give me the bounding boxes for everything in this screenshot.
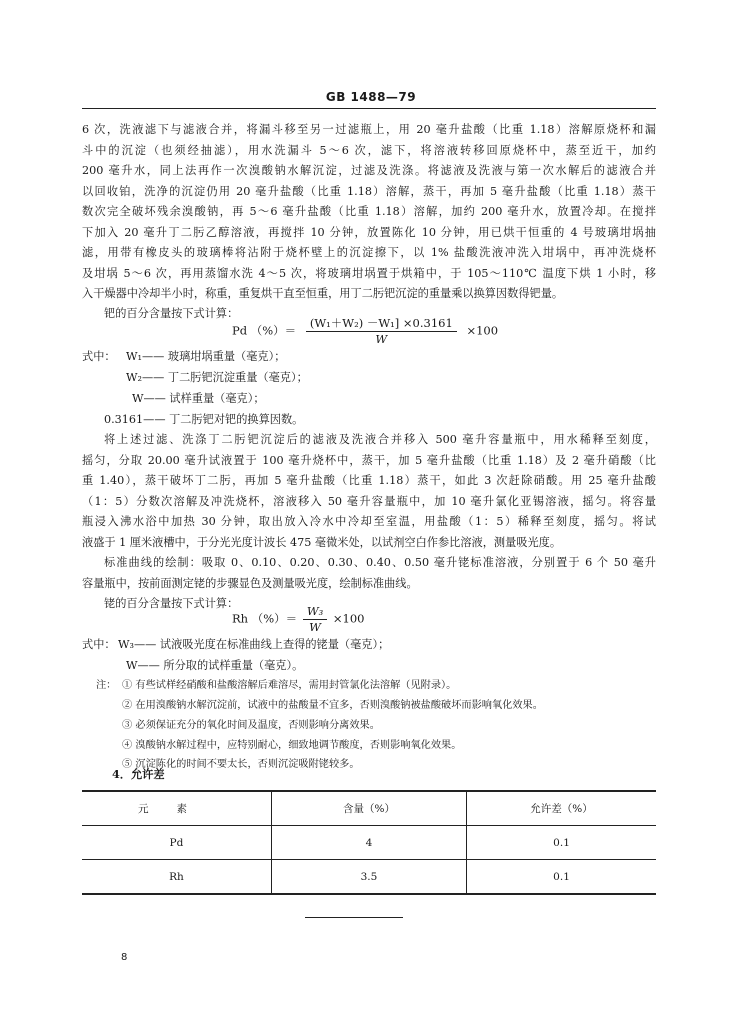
pd-formula-denominator: W (375, 332, 388, 346)
paragraph-line: 下加入 20 毫升丁二肟乙醇溶液，再搅拌 10 分钟，放置陈化 10 分钟，用已烘干恒重的 4 号玻璃坩埚抽 (82, 225, 656, 239)
procedure-paragraph-1 (82, 120, 656, 305)
header-rule (82, 108, 656, 109)
paragraph-line: 滤，用带有橡皮头的玻璃棒将沾附于烧杯壁上的沉淀擦下，以 1% 盐酸洗液冲洗入坩埚中，再冲洗烧杯 (82, 246, 656, 259)
paragraph-line: 数次完全破坏残余溴酸钠，再 5～6 毫升盐酸（比重 1.18）溶解，加约 200 毫升水，放置冷却。在搅拌 (82, 205, 656, 218)
table-header-element: 元素 (82, 791, 271, 826)
pd-formula-intro: 钯的百分含量按下式计算： (104, 307, 239, 320)
page-number: 8 (121, 952, 128, 963)
pd-var-w: W—— 试样重量（毫克）； (132, 392, 265, 405)
notes-label: 注： (96, 680, 117, 691)
rh-formula-fraction (303, 604, 327, 635)
rh-formula-multiplier: ×100 (332, 611, 365, 626)
paragraph-line: 摇匀，分取 20.00 毫升试液置于 100 毫升烧杯中，蒸干，加 5 毫升盐酸（比重 1.18）及 2 毫升硝酸（比 (82, 453, 656, 467)
table-header-row (82, 791, 656, 826)
paragraph-line: 200 毫升水，同上法再作一次溴酸钠水解沉淀，过滤及洗涤。将滤液及洗液与第一次水解后的滤液合并 (82, 164, 656, 177)
note-item: ② 在用溴酸钠水解沉淀前，试液中的盐酸量不宜多，否则溴酸钠被盐酸破坏而影响氧化效果。 (122, 700, 543, 711)
paragraph-line: （1：5）分数次溶解及冲洗烧杯，溶液移入 50 毫升容量瓶中，加 10 毫升氯化亚锡溶液，摇匀。将容量 (82, 494, 656, 508)
paragraph-line: 斗中的沉淀（也须经抽滤），用水洗漏斗 5～6 次，滤下，将溶液转移回原烧杯中，蒸至近干，加约 (82, 143, 656, 157)
standard-number-header: GB 1488—79 (325, 90, 417, 104)
procedure-paragraph-2 (82, 430, 656, 553)
rh-formula (232, 604, 365, 635)
pd-vars-intro: 式中： (82, 350, 116, 363)
paragraph-line: 标准曲线的绘制：吸取 0、0.10、0.20、0.30、0.40、0.50 毫升铑标准溶液，分别置于 6 个 50 毫升 (104, 556, 656, 569)
section-4-title: 4．允许差 (112, 767, 165, 781)
table-cell-content: 3.5 (271, 860, 466, 895)
pd-formula (232, 316, 498, 347)
paragraph-line: 及坩埚 5～6 次，再用蒸馏水洗 4～5 次，将玻璃坩埚置于烘箱中，于 105～110℃ 温度下烘 1 小时，移 (82, 266, 656, 280)
pd-formula-multiplier: ×100 (466, 323, 499, 338)
pd-formula-fraction (306, 316, 457, 347)
rh-formula-lhs: Rh （%）＝ (232, 611, 298, 626)
rh-formula-denominator: W (309, 620, 321, 634)
pd-formula-numerator: (W₁＋W₂) －W₁] ×0.3161 (306, 316, 457, 332)
tolerance-table (82, 790, 656, 895)
paragraph-line: 液盛于 1 厘米液槽中，于分光光度计波长 475 毫微米处，以试剂空白作参比溶液，测量吸光度。 (82, 535, 562, 549)
rh-formula-numerator: W₃ (303, 604, 327, 620)
note-item: ④ 溴酸钠水解过程中，应特别耐心，细致地调节酸度，否则影响氧化效果。 (122, 740, 462, 751)
rh-vars-intro: 式中： (82, 638, 116, 651)
paragraph-line: 容量瓶中，按前面测定铑的步骤显色及测量吸光度，绘制标准曲线。 (82, 576, 418, 590)
paragraph-line: 入干燥器中冷却半小时，称重，重复烘干直至恒重，用丁二肟钯沉淀的重量乘以换算因数得钯量。 (82, 287, 564, 300)
table-cell-tolerance: 0.1 (467, 826, 656, 860)
table-header-content: 含量（%） (271, 791, 466, 826)
table-row (82, 826, 656, 860)
table-row (82, 860, 656, 895)
table-cell-element: Pd (82, 826, 271, 860)
table-header-tolerance: 允许差（%） (467, 791, 656, 826)
paragraph-line: 以回收铂，洗净的沉淀仍用 20 毫升盐酸（比重 1.18）溶解，蒸干，再加 5 毫升盐酸（比重 1.18）蒸干 (82, 184, 656, 198)
paragraph-line: 将上述过滤、洗涤丁二肟钯沉淀后的滤液及洗液合并移入 500 毫升容量瓶中，用水稀释至刻度， (104, 433, 656, 446)
paragraph-line: 瓶浸入沸水浴中加热 30 分钟，取出放入冷水中冷却至室温，用盐酸（1：5）稀释至刻度，摇匀。将试 (82, 515, 656, 528)
footer-rule (305, 917, 403, 918)
pd-var-w2: W₂—— 丁二肟钯沉淀重量（毫克）； (126, 371, 308, 384)
note-item: ⑤ 沉淀陈化的时间不要太长，否则沉淀吸附铑较多。 (122, 759, 360, 770)
paragraph-line: 6 次，洗液滤下与滤液合并，将漏斗移至另一过滤瓶上，用 20 毫升盐酸（比重 1.18）溶解原烧杯和漏 (82, 123, 656, 136)
pd-var-factor: 0.3161—— 丁二肟钯对钯的换算因数。 (104, 413, 304, 426)
table-cell-content: 4 (271, 826, 466, 860)
pd-formula-lhs: Pd （%）＝ (232, 323, 297, 338)
table-cell-element: Rh (82, 860, 271, 895)
note-item: ① 有些试样经硝酸和盐酸溶解后难溶尽，需用封管氯化法溶解（见附录）。 (122, 680, 457, 691)
pd-var-w1: W₁—— 玻璃坩埚重量（毫克）； (126, 350, 286, 363)
calibration-paragraph (82, 553, 656, 594)
rh-var-w: W—— 所分取的试样重量（毫克）。 (126, 659, 304, 672)
table-cell-tolerance: 0.1 (467, 860, 656, 895)
note-item: ③ 必须保证充分的氧化时间及温度，否则影响分离效果。 (122, 720, 380, 731)
rh-formula-intro: 铑的百分含量按下式计算： (104, 597, 239, 610)
paragraph-line: 重 1.40），蒸干破坏丁二肟，再加 5 毫升盐酸（比重 1.18）蒸干，如此 3 次赶除硝酸。用 25 毫升盐酸 (82, 474, 656, 487)
rh-var-w3: W₃—— 试液吸光度在标准曲线上查得的铑量（毫克）； (118, 638, 390, 651)
